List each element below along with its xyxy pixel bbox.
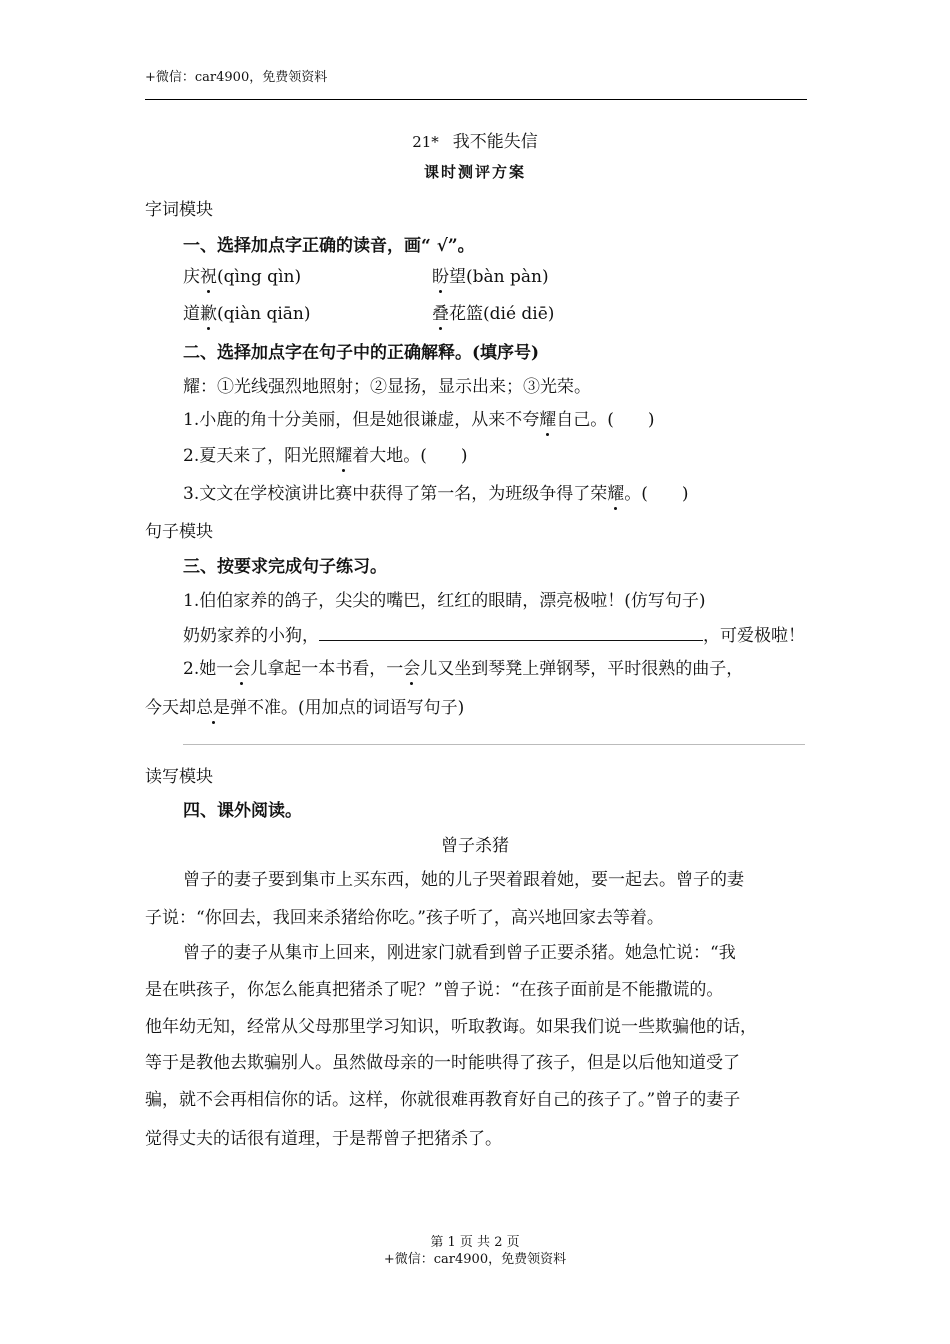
story-line-4: 是在哄孩子，你怎么能真把猪杀了呢？”曾子说：“在孩子面前是不能撒谎的。 — [145, 980, 724, 1000]
story-line-5: 他年幼无知，经常从父母那里学习知识，听取教诲。如果我们说一些欺骗他的话， — [145, 1017, 757, 1037]
story-line-1: 曾子的妻子要到集市上买东西，她的儿子哭着跟着她，要一起去。曾子的妻 — [183, 870, 744, 890]
footer-watermark: +微信：car4900，免费领资料 — [383, 1252, 567, 1267]
header-watermark: +微信：car4900，免费领资料 — [145, 70, 328, 85]
question-2-prompt: 二、选择加点字在句子中的正确解释。(填序号) — [183, 343, 540, 363]
question-3-sentence-2-cont: 今天却总是弹不准。(用加点的词语写句子) — [145, 693, 464, 718]
story-line-2: 子说：“你回去，我回来杀猪给你吃。”孩子听了，高兴地回家去等着。 — [145, 908, 664, 928]
lesson-title-text: 我不能失信 — [452, 132, 538, 152]
lesson-title — [0, 127, 950, 152]
answer-blank[interactable] — [319, 626, 703, 641]
question-1-prompt: 一、选择加点字正确的读音，画“ √”。 — [183, 236, 475, 256]
story-line-3: 曾子的妻子从集市上回来，刚进家门就看到曾子正要杀猪。她急忙说：“我 — [183, 943, 736, 963]
question-3-prompt: 三、按要求完成句子练习。 — [183, 557, 387, 577]
section-heading-sentences: 句子模块 — [145, 522, 213, 542]
question-3-sentence-2: 2.她一会儿拿起一本书看，一会儿又坐到琴凳上弹钢琴，平时很熟的曲子， — [183, 654, 743, 679]
question-2-sentence-3: 3.文文在学校演讲比赛中获得了第一名，为班级争得了荣耀。( ) — [183, 479, 688, 504]
section-heading-reading: 读写模块 — [145, 767, 213, 787]
story-title: 曾子杀猪 — [441, 836, 509, 856]
answer-line[interactable] — [183, 744, 805, 745]
story-line-7: 骗，就不会再相信你的话。这样，你就很难再教育好自己的孩子了。”曾子的妻子 — [145, 1090, 741, 1110]
question-2-sentence-1: 1.小鹿的角十分美丽，但是她很谦虚，从来不夸耀自己。( ) — [183, 405, 655, 430]
story-line-6: 等于是教他去欺骗别人。虽然做母亲的一时能哄得了孩子，但是以后他知道受了 — [145, 1053, 740, 1073]
question-2-definition: 耀：①光线强烈地照射；②显扬，显示出来；③光荣。 — [183, 377, 591, 397]
pinyin-item-1: 庆祝(qìng qìn) — [183, 262, 301, 287]
question-3-fill-line: 奶奶家养的小狗， ，可爱极啦！ — [183, 626, 805, 646]
story-line-8: 觉得丈夫的话很有道理，于是帮曾子把猪杀了。 — [145, 1129, 502, 1149]
pinyin-item-4: 叠花篮(dié diē) — [432, 299, 554, 324]
pinyin-item-3: 道歉(qiàn qiān) — [183, 299, 310, 324]
question-3-sentence-1: 1.伯伯家养的鸽子，尖尖的嘴巴，红红的眼睛，漂亮极啦！(仿写句子) — [183, 591, 706, 611]
header-divider — [145, 99, 807, 100]
question-4-prompt: 四、课外阅读。 — [183, 801, 302, 821]
section-heading-words: 字词模块 — [145, 200, 213, 220]
pinyin-item-2: 盼望(bàn pàn) — [432, 262, 549, 287]
lesson-subtitle: 课时测评方案 — [423, 163, 526, 181]
question-2-sentence-2: 2.夏天来了，阳光照耀着大地。( ) — [183, 441, 468, 466]
lesson-number: 21* — [412, 133, 439, 151]
page-number: 第 1 页 共 2 页 — [430, 1235, 520, 1250]
